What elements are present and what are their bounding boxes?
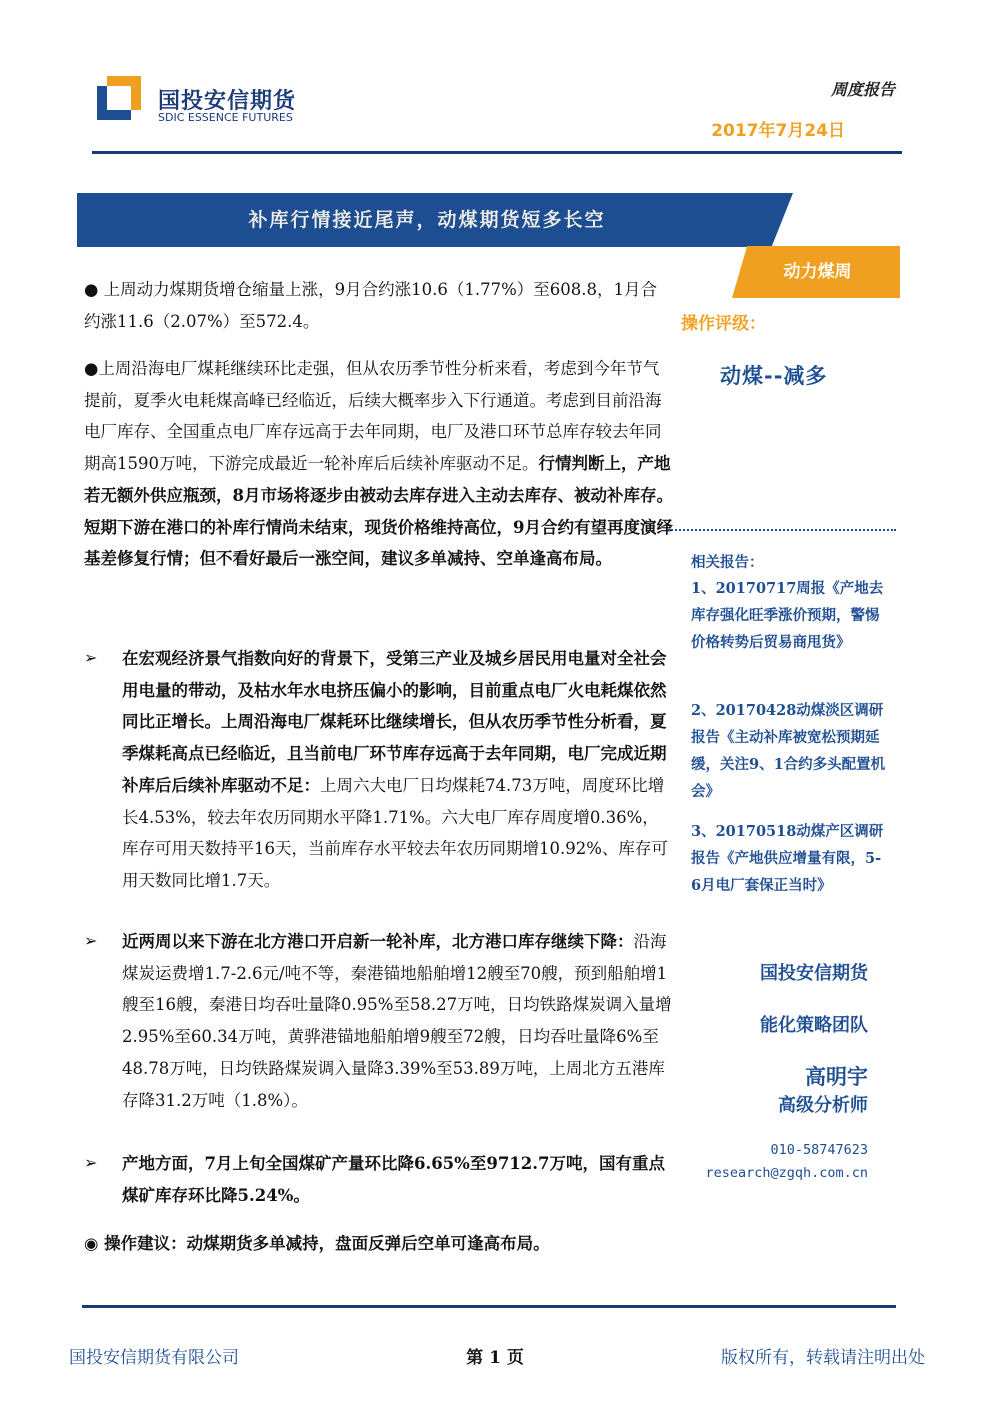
arrow-marker: ➢ (84, 1153, 98, 1172)
bullet-marker: ● (84, 359, 99, 378)
category-tag: 动力煤周 (783, 262, 852, 282)
side-company: 国投安信期货 (760, 963, 868, 984)
summary-text-2: 上周沿海电厂煤耗继续环比走强，但从农历季节性分析来看，考虑到今年节气提前，夏季火电耗煤高峰已经临近，后续大概率步入下行通道。考虑到目前沿海电厂库存、全国重点电厂库存远高于去年同期，电厂及港口环节总库存较去年同期高1590万吨，下游完成最近一轮补库后后续补库驱动不足。 (84, 359, 662, 474)
summary-text-2-bold: 行情判断上，产地若无额外供应瓶颈，8月市场将逐步由被动去库存进入主动去库存、被动补库存。短期下游在港口的补库行情尚未结束，现货价格维持高位，9月合约有望再度演绎基差修复行情；但不看好最后一涨空间，建议多单减持、空单逢高布局。 (84, 454, 673, 569)
detail-point-3-bold: 产地方面，7月上旬全国煤矿产量环比降6.65%至9712.7万吨，国有重点煤矿库存环比降5.24%。 (122, 1154, 665, 1205)
related-reports-title: 相关报告： (691, 554, 764, 571)
report-title: 补库行情接近尾声，动煤期货短多长空 (248, 209, 606, 231)
bullet-marker: ● (84, 280, 99, 299)
contact-phone: 010-58747623 (770, 1142, 868, 1158)
summary-paragraph-2 (84, 353, 674, 575)
related-report-link[interactable]: 3、20170518动煤产区调研报告《产地供应增量有限，5-6月电厂套保正当时》 (691, 823, 884, 894)
side-divider (668, 529, 896, 531)
rating-label: 操作评级： (681, 314, 766, 334)
detail-point-2-text: 沿海煤炭运费增1.7-2.6元/吨不等，秦港锚地船舶增12艘至70艘，预到船舶增1艘至16艘，秦港日均吞吐量降0.95%至58.27万吨，日均铁路煤炭调入量增2.95%至60.34万吨，黄骅港锚地船舶增9艘至72艘，日均吞吐量降6%至48.78万吨，日均铁路煤炭调入量降3.39%至53.89万吨，上周北方五港库存降31.2万吨（1.8%）。 (122, 932, 672, 1110)
footer-divider (82, 1305, 896, 1308)
arrow-marker: ➢ (84, 931, 98, 950)
summary-text-1: 上周动力煤期货增仓缩量上涨，9月合约涨10.6（1.77%）至608.8，1月合约涨11.6（2.07%）至572.4。 (84, 280, 658, 331)
company-logo-icon (97, 76, 141, 120)
operation-suggestion (84, 1228, 684, 1260)
operation-suggestion-text: 操作建议：动煤期货多单减持，盘面反弹后空单可逢高布局。 (104, 1234, 550, 1253)
rating-value: 动煤--减多 (720, 364, 828, 388)
detail-point-1 (122, 643, 674, 897)
detail-point-2 (122, 926, 674, 1116)
related-report-link[interactable]: 1、20170717周报《产地去库存强化旺季涨价预期，警惕价格转势后贸易商甩货》 (691, 580, 884, 651)
related-report-link[interactable]: 2、20170428动煤淡区调研报告《主动补库被宽松预期延缓，关注9、1合约多头配置机会》 (691, 702, 886, 800)
analyst-name: 高明宇 (805, 1065, 868, 1089)
contact-email[interactable]: research@zgqh.com.cn (705, 1165, 868, 1181)
page-number: 第 1 页 (466, 1348, 524, 1368)
detail-point-2-bold: 近两周以来下游在北方港口开启新一轮补库，北方港口库存继续下降： (122, 932, 634, 951)
summary-paragraph-1 (84, 274, 664, 337)
header-divider (92, 151, 902, 154)
report-date: 2017年7月24日 (711, 121, 845, 141)
analyst-title: 高级分析师 (778, 1095, 868, 1116)
logo-text-cn: 国投安信期货 (158, 89, 297, 114)
detail-point-3 (122, 1148, 674, 1211)
detail-point-1-text: 上周六大电厂日均煤耗74.73万吨，周度环比增长4.53%，较去年农历同期水平降1.71%。六大电厂库存周度增0.36%，库存可用天数持平16天，当前库存水平较去年农历同期增10.92%、库存可用天数同比增1.7天。 (122, 775, 668, 890)
arrow-marker: ➢ (84, 648, 98, 667)
logo-text-en: SDIC ESSENCE FUTURES (158, 111, 293, 124)
detail-point-1-bold: 在宏观经济景气指数向好的背景下，受第三产业及城乡居民用电量对全社会用电量的带动，及枯水年水电挤压偏小的影响，目前重点电厂火电耗煤依然同比正增长。上周沿海电厂煤耗环比继续增长，但从农历季节性分析看，夏季煤耗高点已经临近，且当前电厂环节库存远高于去年同期，电厂完成近期补库后后续补库驱动不足： (122, 649, 667, 795)
final-marker: ◉ (84, 1234, 99, 1253)
side-team: 能化策略团队 (760, 1015, 868, 1036)
footer-copyright: 版权所有，转载请注明出处 (721, 1348, 925, 1368)
footer-company: 国投安信期货有限公司 (69, 1348, 239, 1368)
report-type: 周度报告 (830, 80, 895, 99)
